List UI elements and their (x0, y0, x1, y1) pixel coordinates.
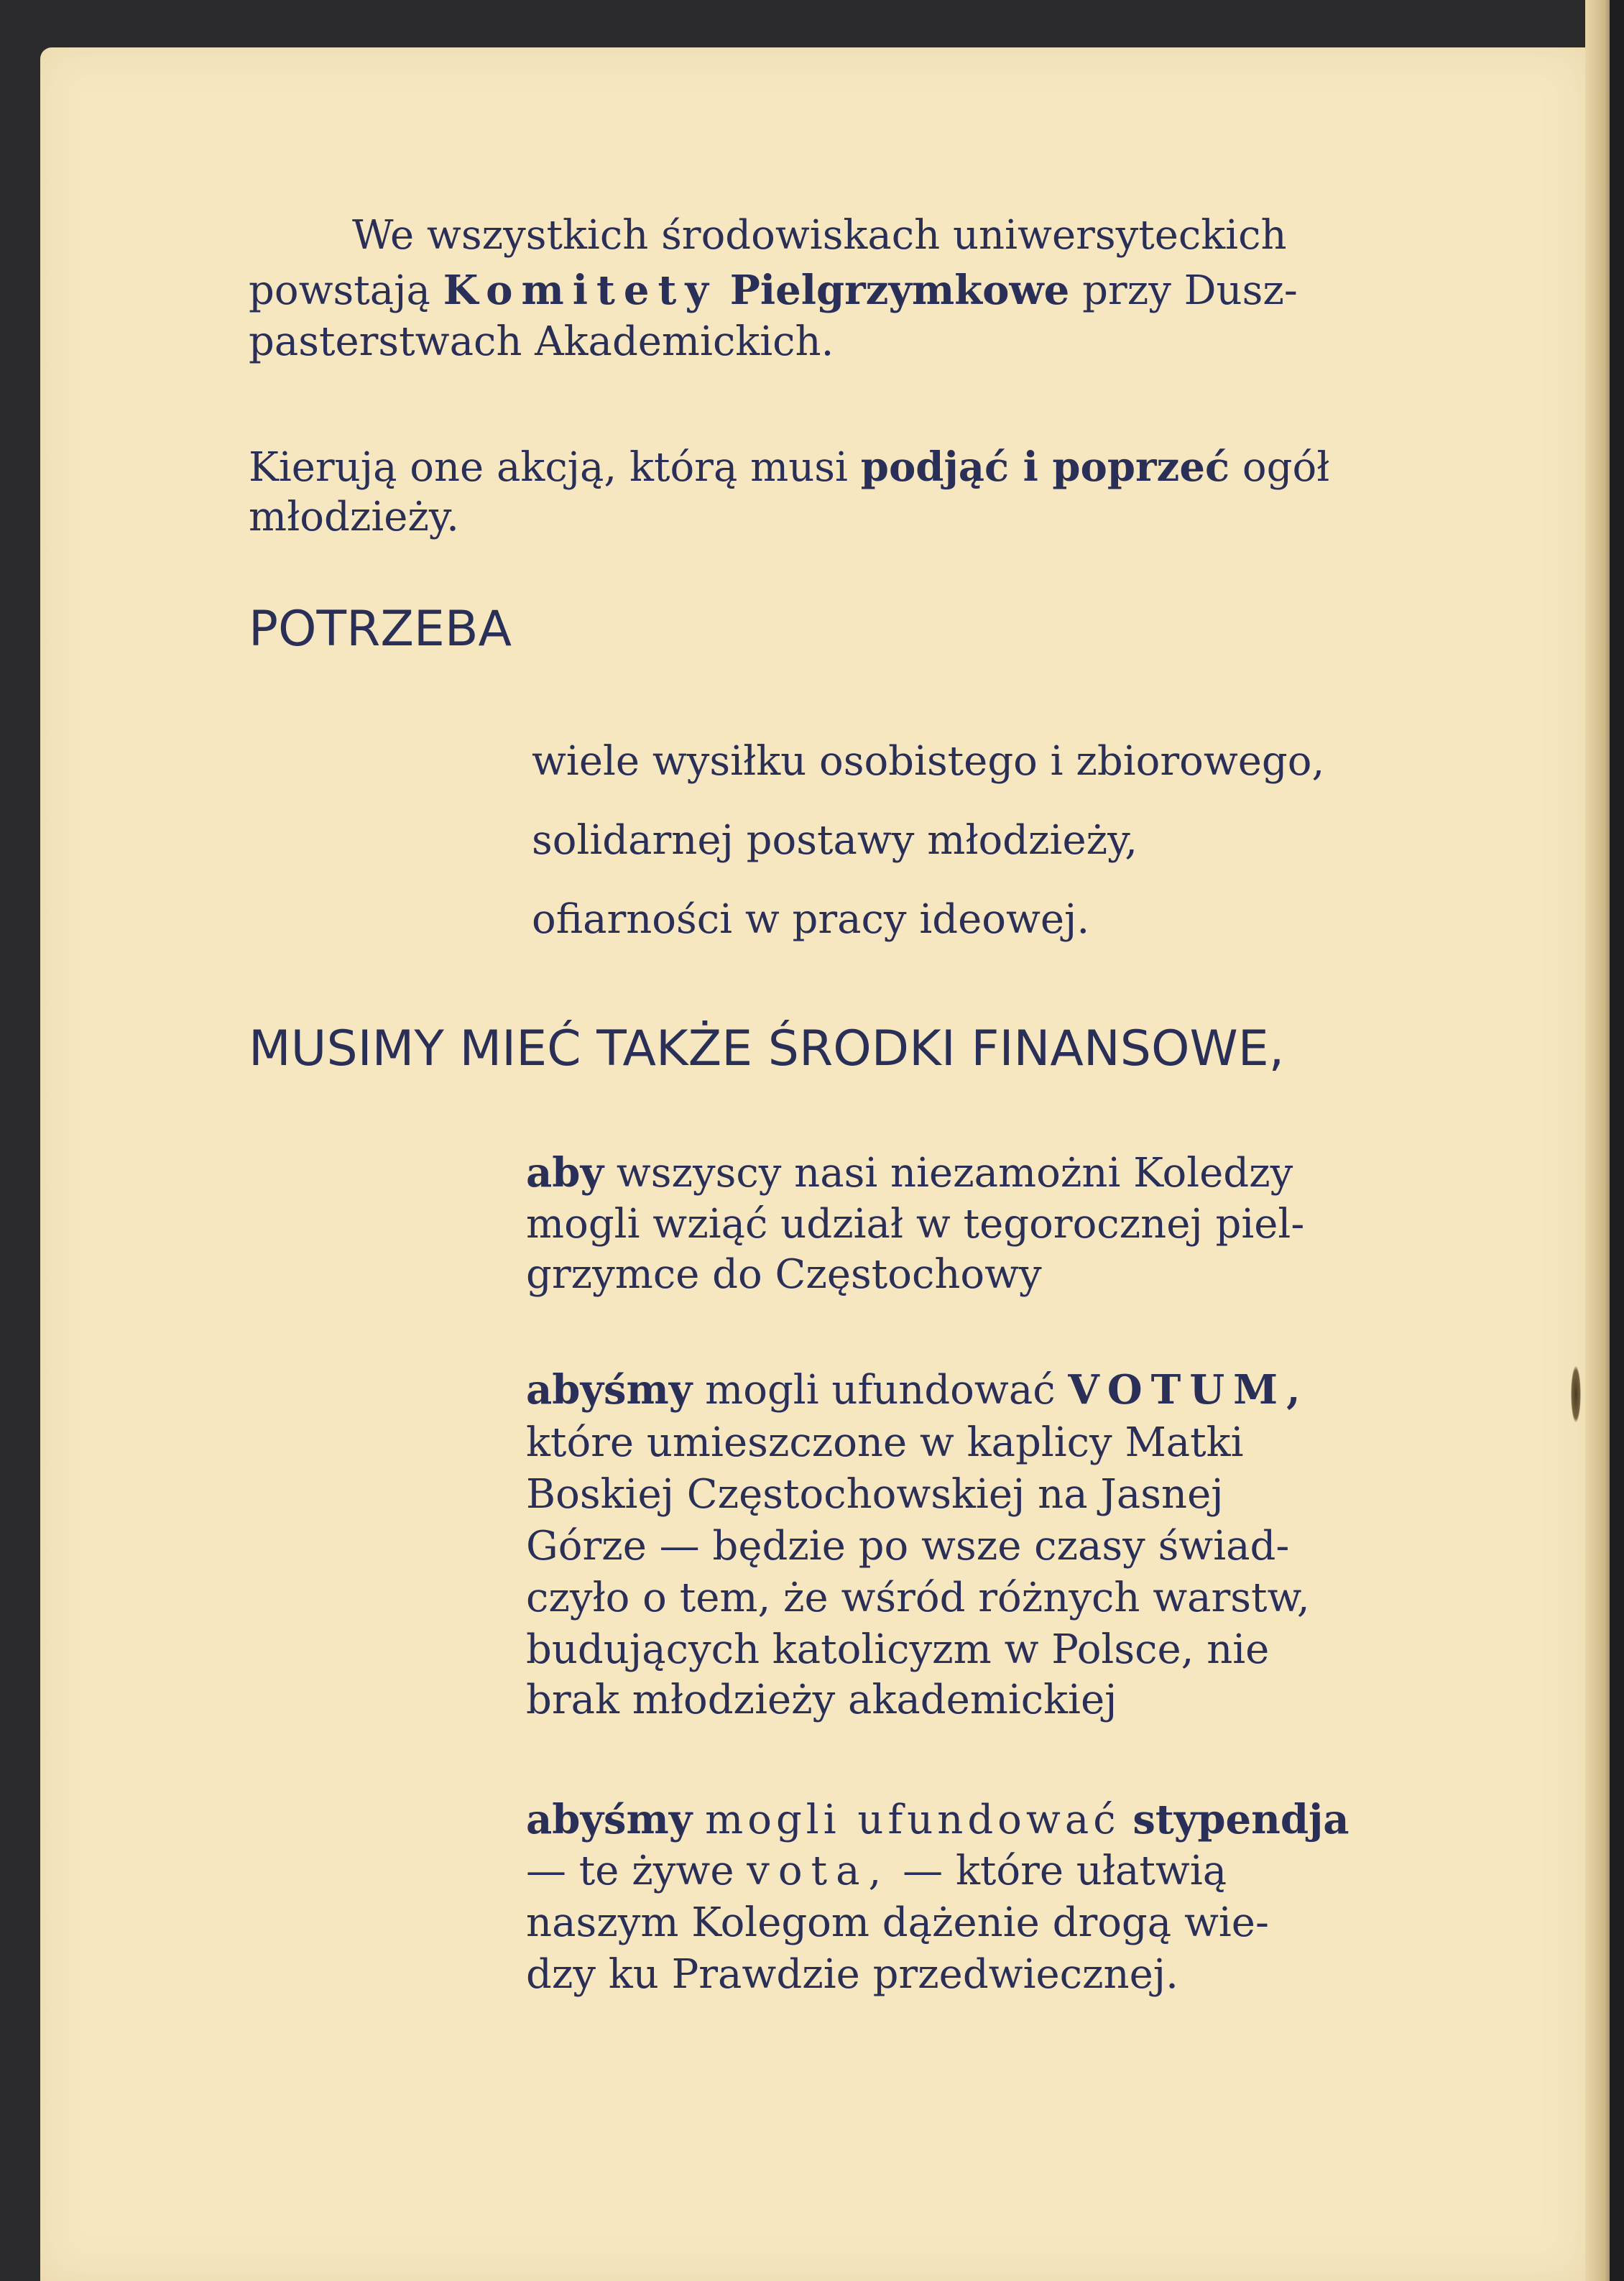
bold-text: abyśmy (526, 1366, 693, 1414)
aim-2-line-3: Boskiej Częstochowskiej na Jasnej (526, 1471, 1224, 1518)
need-item: solidarnej postawy młodzieży, (532, 817, 1138, 864)
aim-1-line-1 (526, 1149, 1293, 1197)
text-run: vota, (747, 1848, 890, 1894)
aim-3-line-1 (526, 1796, 1350, 1843)
text-run: mogli ufundować (705, 1797, 1120, 1843)
aim-2-line-1 (526, 1366, 1309, 1414)
spine-edge (1610, 0, 1624, 2281)
bold-text: Komitety (443, 267, 717, 314)
paragraph-2-line-2: młodzieży. (249, 494, 459, 540)
text-run: wszyscy nasi niezamożni Koledzy (616, 1150, 1293, 1197)
heading-funds: MUSIMY MIEĆ TAKŻE ŚRODKI FINANSOWE, (249, 1020, 1285, 1077)
text-run: — te żywe (526, 1848, 734, 1894)
need-item: ofiarności w pracy ideowej. (532, 896, 1090, 943)
text-run: ogół (1242, 444, 1330, 491)
aim-2-line-7: brak młodzieży akademickiej (526, 1677, 1117, 1723)
staple-mark (1571, 1365, 1581, 1423)
aim-2-line-2: które umieszczone w kaplicy Matki (526, 1419, 1244, 1466)
aim-1-line-3: grzymce do Częstochowy (526, 1251, 1042, 1298)
bold-text: stypendja (1132, 1796, 1350, 1843)
bold-text: aby (526, 1149, 604, 1197)
aim-3-line-4: dzy ku Prawdzie przedwiecznej. (526, 1951, 1178, 1998)
aim-2-line-5: czyło o tem, że wśród różnych warstw, (526, 1575, 1310, 1621)
bold-text: VOTUM, (1068, 1366, 1309, 1414)
paragraph-1-line-3: pasterstwach Akademickich. (249, 318, 834, 365)
paragraph-1-line-2 (249, 267, 1298, 314)
aim-3-line-3: naszym Kolegom dążenie drogą wie- (526, 1899, 1269, 1946)
heading-need: POTRZEBA (249, 601, 512, 658)
aim-1-line-2: mogli wziąć udział w tegorocznej piel- (526, 1201, 1305, 1248)
text-run: Kierują one akcją, którą musi (249, 444, 848, 491)
aim-3-line-2 (526, 1848, 1227, 1894)
paragraph-2-line-1 (249, 443, 1330, 491)
paragraph-1-line-1: We wszystkich środowiskach uniwersyteckich (352, 212, 1287, 259)
need-item: wiele wysiłku osobistego i zbiorowego, (532, 738, 1325, 785)
bold-text: Pielgrzymkowe (729, 267, 1070, 314)
text-run: — które ułatwią (903, 1848, 1227, 1894)
text-run: mogli ufundować (705, 1367, 1056, 1414)
bold-text: podjąć i poprzeć (860, 443, 1230, 491)
text-run: powstają (249, 267, 430, 314)
text-run: przy Dusz- (1082, 267, 1298, 314)
aim-2-line-4: Górze — będzie po wsze czasy świad- (526, 1523, 1290, 1570)
aim-2-line-6: budujących katolicyzm w Polsce, nie (526, 1626, 1270, 1673)
bold-text: abyśmy (526, 1796, 693, 1843)
